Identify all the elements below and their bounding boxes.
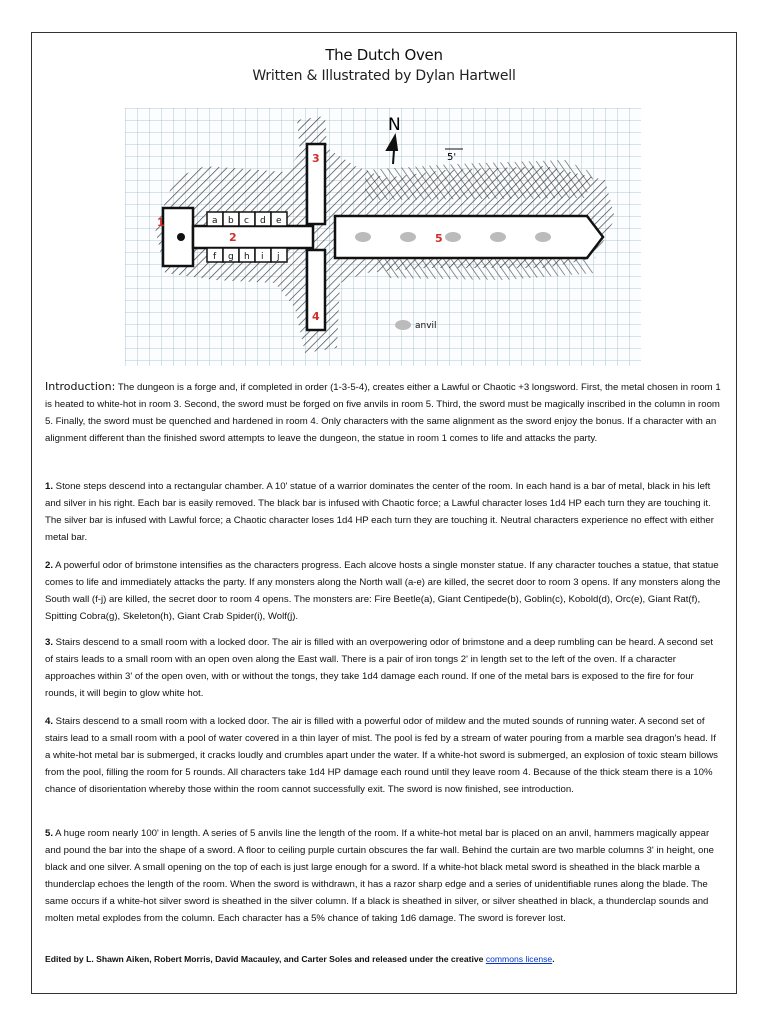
scale-label: 5' <box>447 152 457 163</box>
commons-license-link[interactable]: commons license <box>485 954 553 964</box>
room-5-text: A huge room nearly 100' in length. A series of 5 anvils line the length of the room. If a white-hot metal bar is placed on an anvil, hammers magically appear and pound the bar into the shape of a sword. A floor to ceiling purple curtain obscures the far wall. Behind the curtain are two marble columns 3' in height, one black and one silver. A small opening on the top of each is just large enough for a sword. If a white-hot black metal sword is sheathed in the black marble a thunderclap echoes the length of the room. When the sword is withdrawn, it has a razor sharp edge and a series of unidentifiable runes along the blade. The same occurs if a white-hot silver sword is sheathed in the silver column. If a black is sheathed in silver, or silver sheathed in black, a thunderclap sounds and molten metal explodes from the column. Each character has a 5% chance of taking 1d6 damage. The sword is forever lost. <box>45 828 714 924</box>
alcove-e: e <box>276 216 282 226</box>
room-5-description <box>45 825 723 927</box>
alcove-h: h <box>244 252 250 262</box>
credits-end: . <box>552 954 555 964</box>
room-3-description <box>45 634 723 702</box>
room-label-5: 5 <box>435 232 443 245</box>
alcove-j: j <box>277 252 280 262</box>
room-2 <box>193 226 313 248</box>
alcove-g: g <box>228 252 234 262</box>
alcove-b: b <box>228 216 234 226</box>
room-5-number: 5. <box>45 828 54 839</box>
alcove-a: a <box>212 216 218 226</box>
north-label: N <box>388 115 401 135</box>
alcove-c: c <box>244 216 249 226</box>
document-title: The Dutch Oven <box>325 46 443 64</box>
room-label-4: 4 <box>312 310 320 323</box>
alcove-i: i <box>261 252 264 262</box>
room-3-text: Stairs descend to a small room with a locked door. The air is filled with an overpowering odor of brimstone and a deep rumbling can be heard. A second set of stairs leads to a small room with an open oven along the East wall. There is a pair of iron tongs 2' in length set to the left of the oven. If a character approaches within 3' of the open oven, with or without the tongs, they take 1d4 damage each round. If one of the metal bars is exposed to the fire for four rounds, it will begin to glow white hot. <box>45 637 714 699</box>
statue-icon <box>177 233 185 241</box>
room-label-2: 2 <box>229 231 237 244</box>
room-4-number: 4. <box>45 716 54 727</box>
room-2-text: A powerful odor of brimstone intensifies as the characters progress. Each alcove hosts a single monster statue. If any character touches a statue, that statue comes to life and immediately attacks the party. If any monsters along the North wall (a-e) are killed, the secret door to room 3 opens. If any monsters along the South wall (f-j) are killed, the secret door to room 4 opens. The monsters are: Fire Beetle(a), Giant Centipede(b), Goblin(c), Kobold(d), Orc(e), Giant Rat(f), Spitting Cobra(g), Skeleton(h), Giant Crab Spider(i), Wolf(j). <box>45 560 721 622</box>
room-label-3: 3 <box>312 152 320 165</box>
room-2-description <box>45 557 723 625</box>
room-4-text: Stairs descend to a small room with a locked door. The air is filled with a powerful odor of mildew and the muted sounds of running water. A second set of stairs lead to a small room with a pool of water covered in a thin layer of mist. The pool is fed by a stream of water pouring from a marble sea dragon's head. If a white-hot metal bar is submerged, it cracks loudly and crumbles apart under the water. If a white-hot sword is submerged, an explosion of toxic steam billows from the pool, filling the room for 5 rounds. All characters take 1d4 HP damage each round until they leave room 4. Because of the thick steam there is a 10% chance of disorientation whereby those within the room cannot successfully exit. The sword is now finished, see introduction. <box>45 716 718 795</box>
anvil-legend: anvil <box>415 321 437 331</box>
dungeon-map <box>125 108 641 366</box>
introduction <box>45 378 723 447</box>
room-label-1: 1 <box>157 216 165 229</box>
room-3-number: 3. <box>45 637 54 648</box>
room-1-text: Stone steps descend into a rectangular chamber. A 10' statue of a warrior dominates the center of the room. In each hand is a bar of metal, black in his left and silver in his right. Each bar is easily removed. The black bar is infused with Chaotic force; a Lawful character loses 1d4 HP each turn they are touching it. The silver bar is infused with Lawful force; a Chaotic character loses 1d4 HP each turn they are touching it. Neutral characters experience no effect with either metal bar. <box>45 481 714 543</box>
room-4-description <box>45 713 723 798</box>
room-2-number: 2. <box>45 560 54 571</box>
alcove-d: d <box>260 216 266 226</box>
intro-label: Introduction: <box>45 380 116 393</box>
document-subtitle: Written & Illustrated by Dylan Hartwell <box>252 68 516 84</box>
alcove-f: f <box>213 252 217 262</box>
credits-text: Edited by L. Shawn Aiken, Robert Morris, David Macauley, and Carter Soles and released under the creative <box>45 954 486 964</box>
credits <box>45 951 723 968</box>
room-1-description <box>45 478 723 546</box>
room-1-number: 1. <box>45 481 54 492</box>
room-5 <box>335 216 603 258</box>
intro-text: The dungeon is a forge and, if completed in order (1-3-5-4), creates either a Lawful or Chaotic +3 longsword. First, the metal chosen in room 1 is heated to white-hot in room 3. Second, the sword must be forged on five anvils in room 5. Third, the sword must be magically inscribed in the column in room 5. Finally, the sword must be quenched and hardened in room 4. Only characters with the same alignment as the sword enjoy the bonus. If a character with an alignment different than the finished sword attempts to leave the dungeon, the statue in room 1 comes to life and attacks the party. <box>45 382 721 444</box>
